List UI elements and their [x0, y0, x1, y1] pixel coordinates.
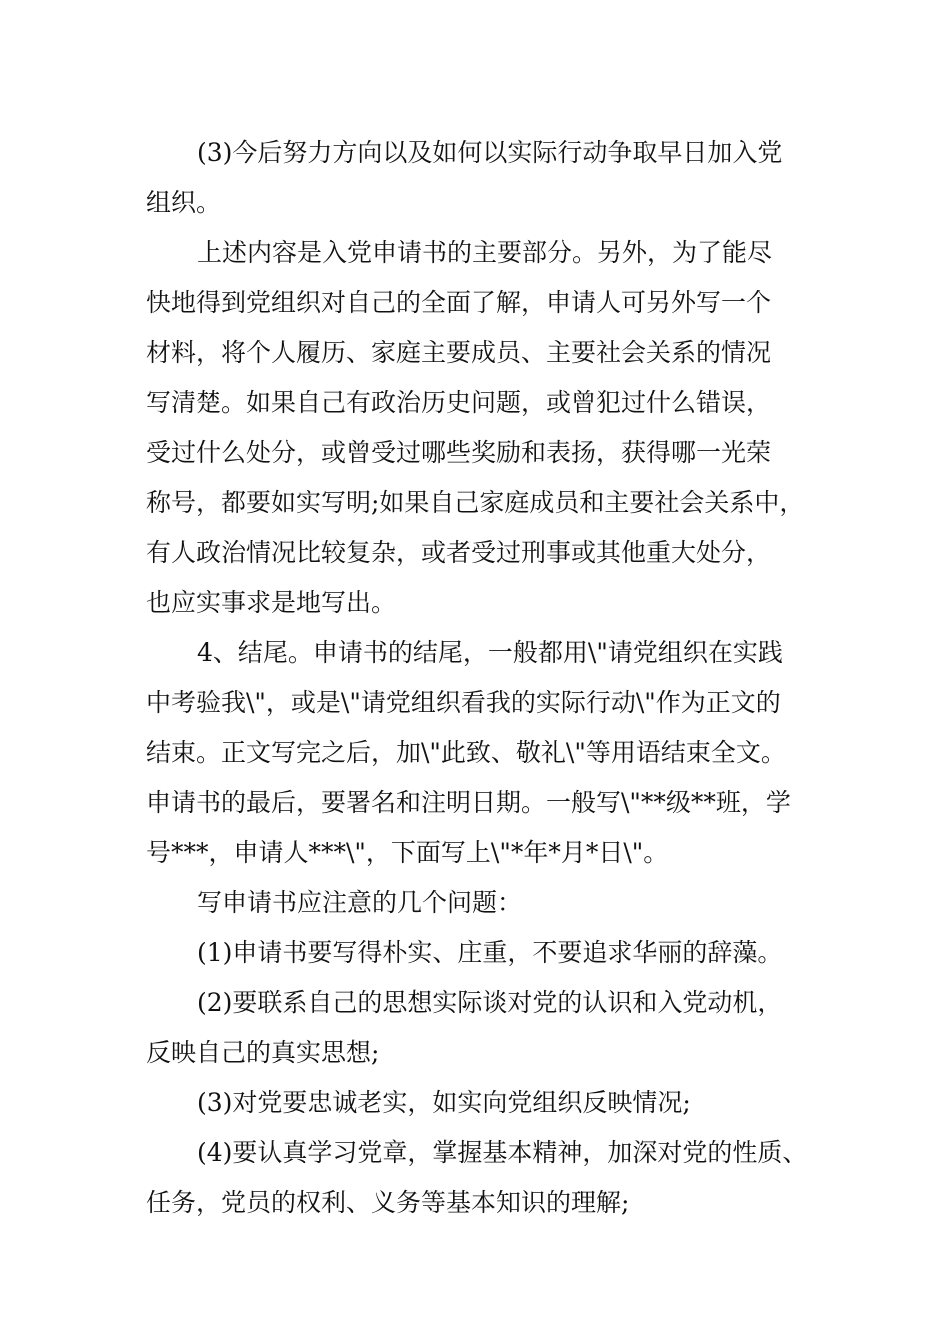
text-line: 任务，党员的权利、义务等基本知识的理解;: [146, 1188, 630, 1217]
text-line: (3)今后努力方向以及如何以实际行动争取早日加入党: [197, 138, 783, 167]
text-line: 材料，将个人履历、家庭主要成员、主要社会关系的情况: [146, 338, 772, 367]
text-line: 写清楚。如果自己有政治历史问题，或曾犯过什么错误，: [146, 388, 772, 417]
text-line: 申请书的最后，要署名和注明日期。一般写\"**级**班，学: [146, 788, 791, 817]
text-line: 称号，都要如实写明;如果自己家庭成员和主要社会关系中，: [146, 488, 805, 517]
text-line: 也应实事求是地写出。: [146, 588, 397, 617]
text-line: 写申请书应注意的几个问题：: [197, 888, 523, 917]
text-line: (4)要认真学习党章，掌握基本精神，加深对党的性质、: [197, 1138, 808, 1167]
text-line: 4、结尾。申请书的结尾，一般都用\"请党组织在实践: [197, 638, 783, 667]
text-line: 快地得到党组织对自己的全面了解，申请人可另外写一个: [146, 288, 772, 317]
text-line: 有人政治情况比较复杂，或者受过刑事或其他重大处分，: [146, 538, 772, 567]
text-line: 反映自己的真实思想;: [146, 1038, 380, 1067]
text-line: (1)申请书要写得朴实、庄重，不要追求华丽的辞藻。: [197, 938, 783, 967]
text-line: 上述内容是入党申请书的主要部分。另外，为了能尽: [197, 238, 773, 267]
body-text: [146, 128, 826, 1228]
text-line: 受过什么处分，或曾受过哪些奖励和表扬，获得哪一光荣: [146, 438, 772, 467]
text-line: 组织。: [146, 188, 222, 217]
text-line: (3)对党要忠诚老实，如实向党组织反映情况;: [197, 1088, 691, 1117]
text-line: 中考验我\"，或是\"请党组织看我的实际行动\"作为正文的: [146, 688, 781, 717]
text-line: 结束。正文写完之后，加\"此致、敬礼\"等用语结束全文。: [146, 738, 786, 767]
text-line: (2)要联系自己的思想实际谈对党的认识和入党动机，: [197, 988, 783, 1017]
text-line: 号***，申请人***\"，下面写上\"*年*月*日\"。: [146, 838, 669, 867]
